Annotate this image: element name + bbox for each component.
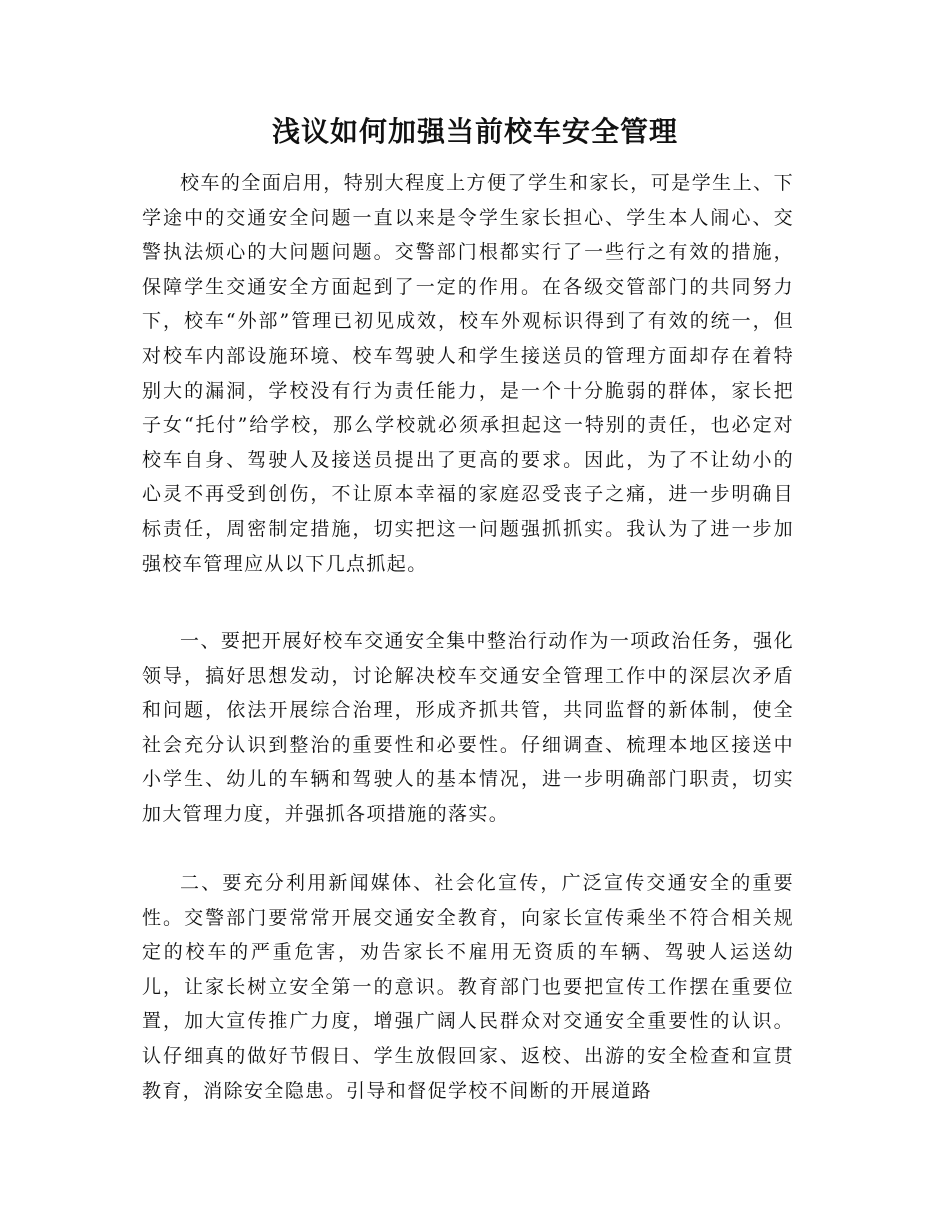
paragraph-point-one: 一、要把开展好校车交通安全集中整治行动作为一项政治任务，强化领导，搞好思想发动，讨论解决校车交通安全管理工作中的深层次矛盾和问题，依法开展综合治理，形成齐抓共管，共同监督的新体制，使全社会充分认识到整治的重要性和必要性。仔细调查、梳理本地区接送中小学生、幼儿的车辆和驾驶人的基本情况，进一步明确部门职责，切实加大管理力度，并强抓各项措施的落实。 (142, 630, 794, 825)
document-title: 浅议如何加强当前校车安全管理 (271, 115, 678, 148)
paragraph-intro: 校车的全面启用，特别大程度上方便了学生和家长，可是学生上、下学途中的交通安全问题一直以来是令学生家长担心、学生本人闹心、交警执法烦心的大问题问题。交警部门根都实行了一些行之有效的措施，保障学生交通安全方面起到了一定的作用。在各级交管部门的共同努力下，校车“外部”管理已初见成效，校车外观标识得到了有效的统一，但对校车内部设施环境、校车驾驶人和学生接送员的管理方面却存在着特别大的漏洞，学校没有行为责任能力，是一个十分脆弱的群体，家长把子女“托付”给学校，那么学校就必须承担起这一特别的责任，也必定对校车自身、驾驶人及接送员提出了更高的要求。因此，为了不让幼小的心灵不再受到创伤，不让原本幸福的家庭忍受丧子之痛，进一步明确目标责任，周密制定措施，切实把这一问题强抓抓实。我认为了进一步加强校车管理应从以下几点抓起。 (142, 172, 794, 575)
paragraph-point-two: 二、要充分利用新闻媒体、社会化宣传，广泛宣传交通安全的重要性。交警部门要常常开展交通安全教育，向家长宣传乘坐不符合相关规定的校车的严重危害，劝告家长不雇用无资质的车辆、驾驶人运送幼儿，让家长树立安全第一的意识。教育部门也要把宣传工作摆在重要位置，加大宣传推广力度，增强广阔人民群众对交通安全重要性的认识。认仔细真的做好节假日、学生放假回家、返校、出游的安全检查和宣贯教育，消除安全隐患。引导和督促学校不间断的开展道路 (142, 872, 794, 1102)
